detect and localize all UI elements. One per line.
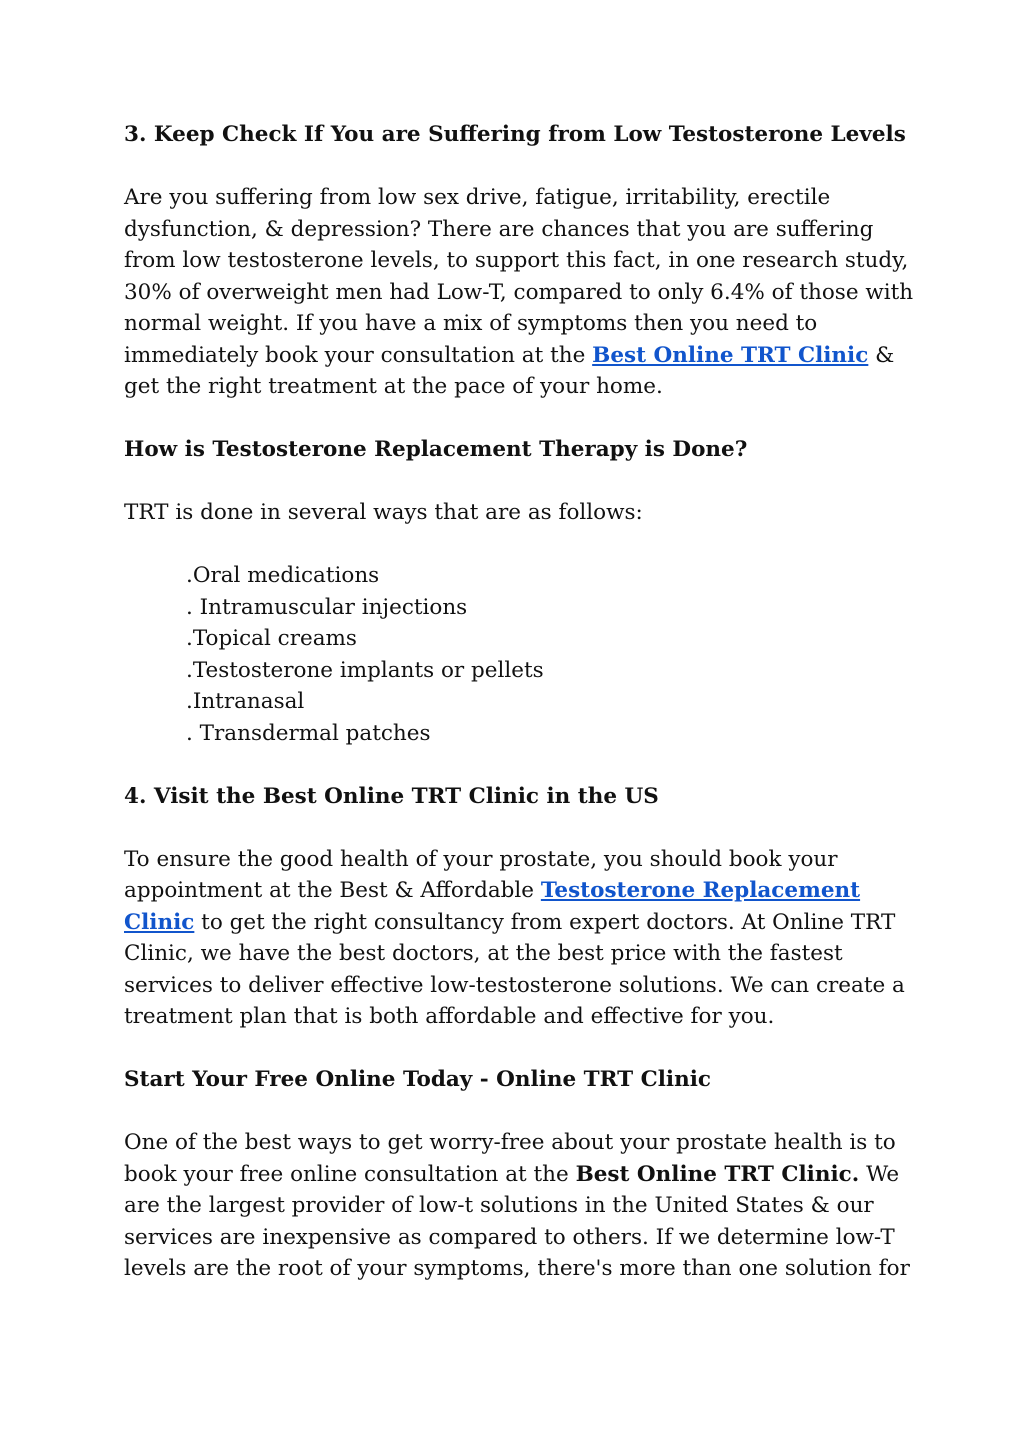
list-item: . Transdermal patches bbox=[186, 720, 431, 746]
section-3-text-start: Are you suffering from low sex drive, fatigue, irritability, erectile dysfunction, & depression? There are chances that you are suffering from low testosterone levels, to support this fact, in one research study, 30% of overweight men had Low-T, compared to only 6.4% of those with normal weight. If you have a mix of symptoms then you need to immediately book your consultation at the bbox=[124, 185, 914, 368]
start-text-end: We are the largest provider of low-t solutions in the United States & our services are inexpensive as compared to others. If we determine low-T levels are the root of your symptoms, there's more than one solution for bbox=[124, 1161, 910, 1281]
start-paragraph bbox=[124, 1127, 914, 1285]
spacer bbox=[124, 529, 914, 561]
start-heading: Start Your Free Online Today - Online TRT Clinic bbox=[124, 1067, 711, 1092]
spacer bbox=[124, 749, 914, 781]
section-4-text-end: to get the right consultancy from expert doctors. At Online TRT Clinic, we have the best doctors, at the best price with the fastest services to deliver effective low-testosterone solutions. We can create a treatment plan that is both affordable and effective for you. bbox=[124, 909, 905, 1029]
section-3-text-end: & get the right treatment at the pace of your home. bbox=[124, 342, 895, 399]
spacer bbox=[124, 151, 914, 183]
section-4-heading: 4. Visit the Best Online TRT Clinic in the US bbox=[124, 783, 659, 809]
trt-intro: TRT is done in several ways that are as follows: bbox=[124, 500, 643, 525]
section-4-text-start: To ensure the good health of your prostate, you should book your appointment at the Best & Affordable bbox=[124, 846, 838, 903]
section-3-heading: 3. Keep Check If You are Suffering from Low Testosterone Levels bbox=[124, 122, 906, 147]
testosterone-replacement-clinic-link[interactable]: Testosterone Replacement Clinic bbox=[124, 878, 861, 935]
document-page bbox=[124, 119, 914, 1285]
list-item: . Intramuscular injections bbox=[186, 594, 468, 620]
best-online-trt-clinic-link[interactable]: Best Online TRT Clinic bbox=[592, 342, 869, 368]
spacer bbox=[124, 812, 914, 844]
section-3-paragraph bbox=[124, 182, 914, 403]
best-online-trt-clinic-bold: Best Online TRT Clinic. bbox=[575, 1161, 860, 1187]
section-4-paragraph bbox=[124, 844, 914, 1033]
start-text-start: One of the best ways to get worry-free about your prostate health is to book your free online consultation at the bbox=[124, 1130, 896, 1187]
spacer bbox=[124, 1096, 914, 1128]
list-item: .Topical creams bbox=[186, 626, 357, 651]
list-item: .Oral medications bbox=[186, 563, 380, 588]
trt-methods-list bbox=[124, 560, 914, 749]
spacer bbox=[124, 403, 914, 435]
spacer bbox=[124, 466, 914, 498]
trt-heading: How is Testosterone Replacement Therapy is Done? bbox=[124, 437, 748, 462]
list-item: .Testosterone implants or pellets bbox=[186, 657, 544, 683]
list-item: .Intranasal bbox=[186, 689, 305, 714]
spacer bbox=[124, 1033, 914, 1065]
